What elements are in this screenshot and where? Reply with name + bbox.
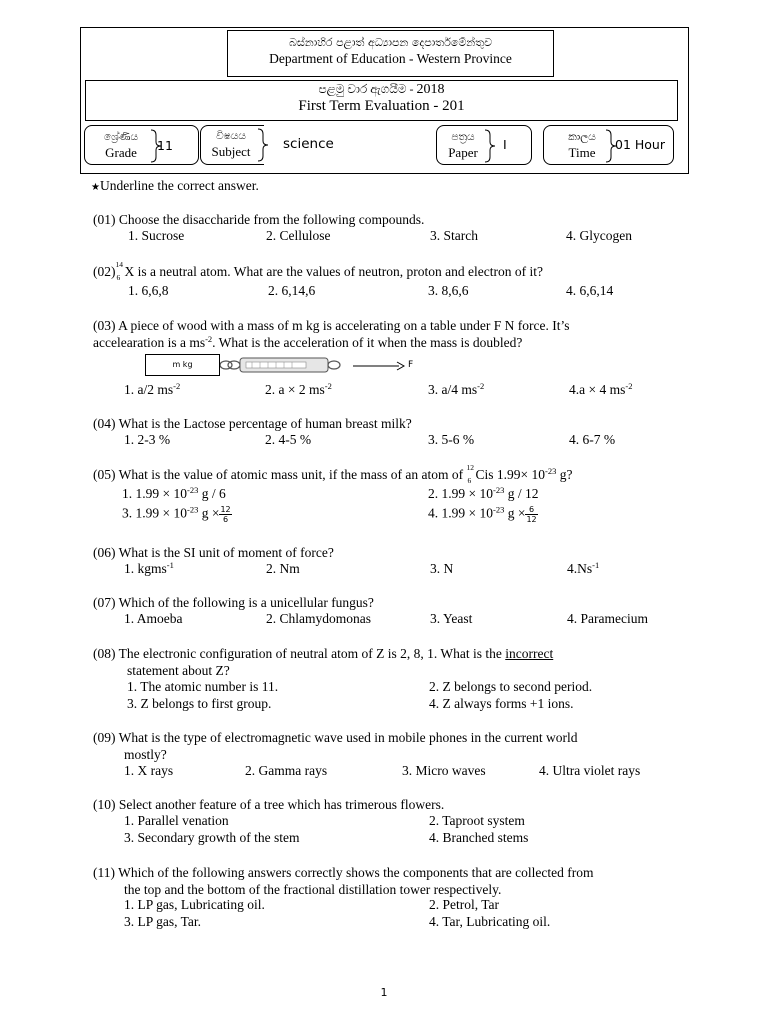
term-box	[85, 80, 678, 121]
page-number: 1	[380, 986, 388, 999]
department-sinhala: බස්නාහිර පළාත් අධ්‍යාපන දෙපාර්තමේන්තුව	[288, 36, 493, 49]
option[interactable]: 1. The atomic number is 11.	[127, 679, 279, 694]
option[interactable]: 4. Z always forms +1 ions.	[429, 696, 574, 711]
question-03-line2: accelearation is a $ms^{-2}$. What is the acceleration of it when the mass is doubled?	[93, 334, 523, 350]
subject-value: science	[283, 136, 334, 152]
nuclide-notation: 12 6	[466, 463, 475, 485]
arrow-right-icon	[353, 361, 405, 371]
option[interactable]: 4. 6-7 %	[569, 432, 616, 447]
option[interactable]: 4. $1.99 \times 10^{-23}$ g × $\frac{6}{12}$	[428, 504, 537, 524]
option[interactable]: 1. 2-3 %	[124, 432, 171, 447]
fraction: $\frac{6}{12}$	[526, 505, 537, 524]
star-icon: ★	[91, 182, 100, 193]
department-english: Department of Education - Western Province	[269, 51, 512, 66]
question-04: (04) What is the Lactose percentage of human breast milk?	[93, 416, 412, 431]
time-label-sinhala: කාලය	[568, 131, 596, 143]
question-07: (07) Which of the following is a unicellular fungus?	[93, 595, 374, 610]
option[interactable]: 3. Micro waves	[402, 763, 486, 778]
option[interactable]: 3. Yeast	[430, 611, 473, 626]
term-english: First Term Evaluation - 201	[298, 98, 465, 114]
paper-box	[436, 125, 532, 165]
option[interactable]: 2. 4-5 %	[265, 432, 312, 447]
question-08-line2: statement about Z?	[127, 663, 230, 678]
spring-balance-icon	[220, 354, 360, 378]
time-value: 01 Hour	[615, 137, 665, 152]
option[interactable]: 2. Petrol, Tar	[429, 897, 500, 912]
option[interactable]: 2. Gamma rays	[245, 763, 328, 778]
paper-label-sinhala: පත්‍රය	[451, 131, 475, 143]
subject-label: Subject	[211, 144, 251, 159]
option[interactable]: 1. $1.99 \times 10^{-23}$ g / 6	[122, 485, 226, 501]
option[interactable]: 2. Chlamydomonas	[266, 611, 371, 626]
paper-label: Paper	[448, 145, 478, 160]
option[interactable]: 1. LP gas, Lubricating oil.	[124, 897, 265, 912]
option[interactable]: 4.a × 4 $ms^{-2}$	[569, 381, 633, 397]
option[interactable]: 4. Ultra violet rays	[539, 763, 641, 778]
nuclide-notation: 14 6	[115, 260, 123, 282]
option[interactable]: 1. Parallel venation	[124, 813, 229, 828]
option[interactable]: 2. a × 2 $ms^{-2}$	[265, 381, 332, 397]
question-11: (11) Which of the following answers correctly shows the components that are collected from	[93, 865, 594, 880]
option[interactable]: 1. a/2 $ms^{-2}$	[124, 381, 181, 397]
option[interactable]: 3. a/4 $ms^{-2}$	[428, 381, 485, 397]
option[interactable]: 1. kgms$^{-1}$	[124, 560, 174, 576]
wood-block: m kg	[145, 354, 220, 376]
option[interactable]: 1. X rays	[124, 763, 174, 778]
option[interactable]: 3. LP gas, Tar.	[124, 914, 202, 929]
question-11-line2: the top and the bottom of the fractional distillation tower respectively.	[124, 882, 502, 897]
department-box	[227, 30, 554, 77]
option[interactable]: 2. 6,14,6	[268, 283, 316, 298]
option[interactable]: 3. $1.99 \times 10^{-23}$ g × $\frac{12}{6}$	[122, 504, 231, 524]
force-label: F	[408, 360, 414, 370]
option[interactable]: 3. Starch	[430, 228, 478, 243]
option[interactable]: 2. Taproot system	[429, 813, 525, 828]
question-03: (03) A piece of wood with a mass of m kg is accelerating on a table under F N force. It’s	[93, 318, 570, 333]
question-09-line2: mostly?	[124, 747, 167, 762]
option[interactable]: 4. Branched stems	[429, 830, 529, 845]
option[interactable]: 2. $1.99 \times 10^{-23}$ g / 12	[428, 485, 539, 501]
option[interactable]: 1. Amoeba	[124, 611, 183, 626]
option[interactable]: 4. Paramecium	[567, 611, 648, 626]
option[interactable]: $4.Ns^{-1}$	[567, 560, 600, 576]
question-05: (05) What is the value of atomic mass unit, if the mass of an atom of 12 6 Cis $1.99\times 10^{-23}$ g?	[93, 463, 573, 485]
paper-value: I	[503, 137, 507, 152]
question-08: (08) The electronic configuration of neutral atom of Z is 2, 8, 1. What is the incorrect	[93, 646, 554, 661]
option[interactable]: 3. N	[430, 561, 454, 576]
spring-balance-figure	[145, 354, 425, 380]
instruction: ★Underline the correct answer.	[91, 178, 259, 193]
option[interactable]: 4. Tar, Lubricating oil.	[429, 914, 551, 929]
option[interactable]: 1. 6,6,8	[128, 283, 169, 298]
option[interactable]: 1. Sucrose	[128, 228, 185, 243]
option[interactable]: 2. Nm	[266, 561, 300, 576]
question-06: (06) What is the SI unit of moment of force?	[93, 545, 334, 560]
term-sinhala: පළමු වාර ඇගයීම - 2018	[318, 82, 445, 97]
option[interactable]: 3. Secondary growth of the stem	[124, 830, 300, 845]
grade-value: 11	[157, 138, 173, 153]
brace-icon	[483, 129, 497, 163]
option[interactable]: 4. 6,6,14	[566, 283, 614, 298]
option[interactable]: 2. Cellulose	[266, 228, 331, 243]
subject-label-sinhala: විෂයය	[216, 130, 246, 142]
grade-box	[84, 125, 199, 165]
option[interactable]: 3. 5-6 %	[428, 432, 475, 447]
time-label: Time	[568, 145, 596, 160]
question-09: (09) What is the type of electromagnetic wave used in mobile phones in the current world	[93, 730, 578, 745]
fraction: $\frac{12}{6}$	[220, 505, 231, 524]
option[interactable]: 2. Z belongs to second period.	[429, 679, 593, 694]
subject-outline	[200, 125, 264, 165]
option[interactable]: 3. 8,6,6	[428, 283, 469, 298]
question-01: (01) Choose the disaccharide from the following compounds.	[93, 212, 425, 227]
question-02: (02) 14 6 X is a neutral atom. What are the values of neutron, proton and electron of it?	[93, 260, 543, 282]
grade-label: Grade	[105, 145, 137, 160]
question-10: (10) Select another feature of a tree which has trimerous flowers.	[93, 797, 445, 812]
time-box	[543, 125, 674, 165]
grade-label-sinhala: ශ්‍රේණිය	[104, 131, 138, 143]
option[interactable]: 3. Z belongs to first group.	[127, 696, 272, 711]
option[interactable]: 4. Glycogen	[566, 228, 632, 243]
